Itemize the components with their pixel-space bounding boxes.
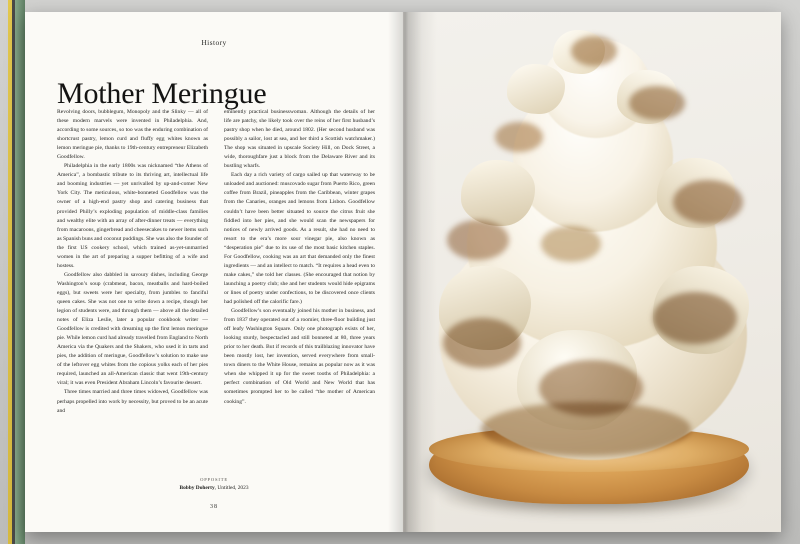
paragraph: Goodfellow’s son eventually joined his mother in business, and from 1837 they operated out of a roomier, three-floor building just off leafy Washington Square. Only one photograph exists of her, looking sturdy, bespectacled and still bonneted at 80, three years prior to her death. But if records of this trailblazing innovator have been mostly lost, her invention, served everywhere from small-town diners to the White House, remains as popular now as it was when she whipped it up for the sweet tooths of Philadelphia: a perfect combination of Old World and New World that has sometimes prompted her to be called “the mother of American cooking”. (224, 308, 375, 405)
toasted-patch (481, 402, 691, 456)
page-title: Mother Meringue (57, 77, 267, 111)
toasted-patch (541, 226, 601, 262)
toasted-patch (653, 292, 737, 344)
toasted-patch (443, 318, 521, 368)
toasted-patch (629, 86, 685, 120)
paragraph: Each day a rich variety of cargo sailed up that waterway to be unloaded and auctioned: muscovado sugar from Puerto Rico, green coffee from Brazil, pineapples from the Caribbean, winter grapes from the Canaries, oranges and lemons from Lisbon. Goodfellow couldn’t have been better situated to source the citrus fruit she fiddled into her pies, and she would scan the newspapers for notices of newly arrived goods. As a result, she had no need to resort to the era’s more sour vinegar pie, also known as “desperation pie” due to its use of the most basic kitchen staples. For Goodfellow, cooking was an art that demanded only the finest ingredients — and an intellect to match. “It requires a head even to make cakes,” she told her classes. (She encouraged that notion by launching a poetry club; she and her students would hide epigrams or lines of poetry under confections, to be discovered once clients had polished off the calorific fare.) (224, 172, 375, 305)
toasted-patch (571, 36, 617, 66)
toasted-patch (447, 220, 509, 260)
caption-work: , Untitled, 2023 (214, 484, 249, 491)
body-columns (57, 108, 375, 486)
meringue-mass (421, 30, 763, 460)
paragraph: Revolving doors, bubblegum, Monopoly and the Slinky — all of these modern marvels were invented in Philadelphia. And, according to some sources, so too was the enduring combination of shortcrust pastry, lemon curd and fluffy egg whites known as lemon meringue pie, thanks to 19th-century entrepreneur Elizabeth Goodfellow. (57, 109, 208, 161)
lemon-meringue-pie-photograph (403, 12, 781, 532)
paragraph: eminently practical businesswoman. Although the details of her life are patchy, she likely took over the reins of her first husband’s pastry shop when he died, around 1802. (Her second husband was possibly a sailor, lost at sea, and her third a Scottish watchmaker.) The shop was situated in upscale Society Hill, on Dock Street, a wide, thoroughfare just a block from the Delaware River and its bustling wharfs. (224, 109, 375, 170)
figure-caption (25, 477, 403, 492)
toasted-patch (673, 180, 743, 224)
caption-artist: Bobby Doherty (179, 484, 215, 491)
body-column-1 (57, 108, 208, 486)
toasted-patch (495, 122, 543, 152)
page-left (25, 12, 403, 532)
page-number: 38 (210, 504, 218, 510)
meringue-peak (507, 64, 565, 114)
body-column-2 (224, 108, 375, 486)
caption-label: OPPOSITE (200, 477, 228, 482)
caption-credit (25, 484, 403, 492)
backdrop-strip-green (15, 0, 25, 544)
page-right (403, 12, 781, 532)
paragraph: Three times married and three times widowed, Goodfellow was perhaps propelled into work by necessity, but proved to be an acute and (57, 389, 208, 414)
running-head: History (201, 38, 227, 47)
paragraph: Goodfellow also dabbled in savoury dishes, including George Washington’s soup (crabmeat, bacon, meatballs and hard-boiled eggs), but sweets were her specialty, from jumbles to fanciful queen cakes. She was not one to write down a recipe, though her legion of students were, and through them — above all the detailed notes of Eliza Leslie, later a popular cookbook writer — Goodfellow is credited with dreaming up the first lemon meringue pie. While lemon curd had already travelled from England to North America via the Quakers and the Shakers, who used it in tarts and pies, the addition of meringue, Goodfellow’s solution to make use of the leftover egg whites from the copious yolks each of her pies required, launched an all-American classic that went 19th-century viral; it was even President Abraham Lincoln’s favourite dessert. (57, 271, 208, 387)
meringue-peak (461, 160, 535, 226)
open-book-spread (25, 12, 781, 532)
paragraph: Philadelphia in the early 1800s was nicknamed “the Athens of America”, a bombastic tribute to its thriving art, intellectual life and booming industries — yet unrivalled by up-and-comer New York City. The meticulous, white-bonneted Goodfellow was the owner of a high-end pastry shop and catering business that provided Philly’s exploding population of middle-class families and wealthy elite with an array of after-dinner treats — everything from macaroons, gingerbread and cheesecakes to newer items such as Spanish buns and coconut puddings. She was also the founder of the first US cookery school, which trained as-yet-unmarried women in the art of preparing a supper befitting of a wife and hostess. (57, 163, 209, 269)
